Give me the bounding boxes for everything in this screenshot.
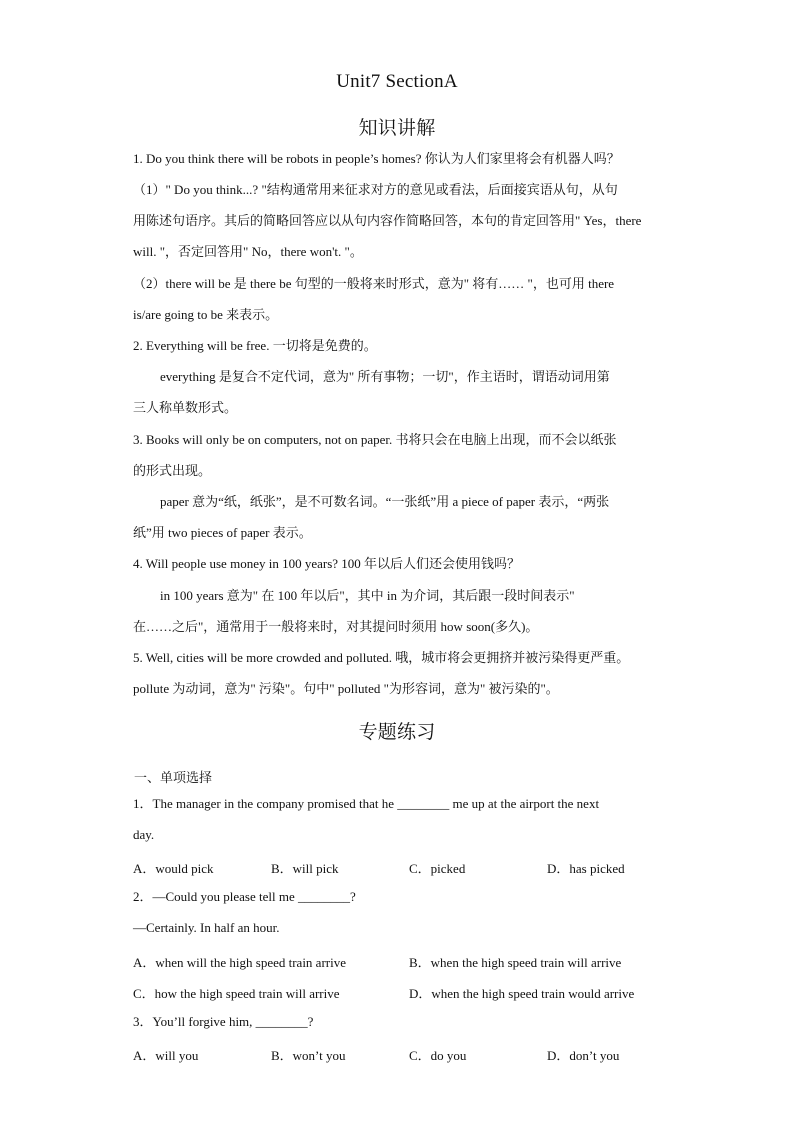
q2-option-c: C．how the high speed train will arrive xyxy=(133,986,340,1001)
knowledge-line: 2. Everything will be free. 一切将是免费的。 xyxy=(133,338,377,353)
knowledge-line: 1. Do you think there will be robots in people’s homes? 你认为人们家里将会有机器人吗？ xyxy=(133,151,620,166)
q1-option-b: B．will pick xyxy=(271,861,339,876)
knowledge-line: everything 是复合不定代词，意为" 所有事物；一切"，作主语时，谓语动词用第 xyxy=(160,369,610,384)
question-3-text: 3．You’ll forgive him, ________? xyxy=(133,1014,314,1029)
knowledge-line: （2）there will be 是 there be 句型的一般将来时形式，意为" 将有…… "，也可用 there xyxy=(133,276,615,291)
knowledge-line: （1）" Do you think...? "结构通常用来征求对方的意见或看法，后面接宾语从句，从句 xyxy=(133,182,618,197)
q3-option-c: C．do you xyxy=(409,1048,467,1063)
question-2-answer: —Certainly. In half an hour. xyxy=(133,920,280,935)
knowledge-line: 5. Well, cities will be more crowded and polluted. 哦，城市将会更拥挤并被污染得更严重。 xyxy=(133,650,630,665)
knowledge-line: will. "，否定回答用" No，there won't. "。 xyxy=(133,244,363,259)
question-2-text: 2．—Could you please tell me ________? xyxy=(133,889,356,904)
knowledge-heading: 知识讲解 xyxy=(358,118,436,139)
knowledge-line: 纸”用 two pieces of paper 表示。 xyxy=(133,525,312,540)
question-1-text-cont: day. xyxy=(133,827,155,842)
knowledge-line: 3. Books will only be on computers, not on paper. 书将只会在电脑上出现，而不会以纸张 xyxy=(133,432,617,447)
q2-option-a: A．when will the high speed train arrive xyxy=(133,955,346,970)
knowledge-line: 用陈述句语序。其后的简略回答应以从句内容作简略回答，本句的肯定回答用" Yes，there xyxy=(133,213,642,228)
knowledge-line: 三人称单数形式。 xyxy=(133,400,238,415)
practice-heading: 专题练习 xyxy=(358,722,436,743)
knowledge-line: paper 意为“纸，纸张”，是不可数名词。“一张纸”用 a piece of paper 表示，“两张 xyxy=(160,494,610,509)
knowledge-line: 4. Will people use money in 100 years? 100 年以后人们还会使用钱吗？ xyxy=(133,556,521,571)
knowledge-line: 在……之后"，通常用于一般将来时，对其提问时须用 how soon(多久)。 xyxy=(133,619,539,634)
section-label: 一、单项选择 xyxy=(134,770,213,785)
q3-option-d: D．don’t you xyxy=(547,1048,620,1063)
q3-option-b: B．won’t you xyxy=(271,1048,346,1063)
q3-option-a: A．will you xyxy=(133,1048,199,1063)
knowledge-line: is/are going to be 来表示。 xyxy=(133,307,279,322)
knowledge-line: pollute 为动词，意为" 污染"。句中" polluted "为形容词，意为" 被污染的"。 xyxy=(133,681,559,696)
q2-option-d: D．when the high speed train would arrive xyxy=(409,986,635,1001)
q1-option-d: D．has picked xyxy=(547,861,625,876)
q2-option-b: B．when the high speed train will arrive xyxy=(409,955,622,970)
knowledge-line: 的形式出现。 xyxy=(133,463,212,478)
q1-option-a: A．would pick xyxy=(133,861,214,876)
knowledge-line: in 100 years 意为" 在 100 年以后"，其中 in 为介词，其后跟一段时间表示" xyxy=(160,588,575,603)
unit-title: Unit7 SectionA xyxy=(336,71,458,92)
question-1-text: 1．The manager in the company promised that he ________ me up at the airport the next xyxy=(133,796,600,811)
q1-option-c: C．picked xyxy=(409,861,466,876)
